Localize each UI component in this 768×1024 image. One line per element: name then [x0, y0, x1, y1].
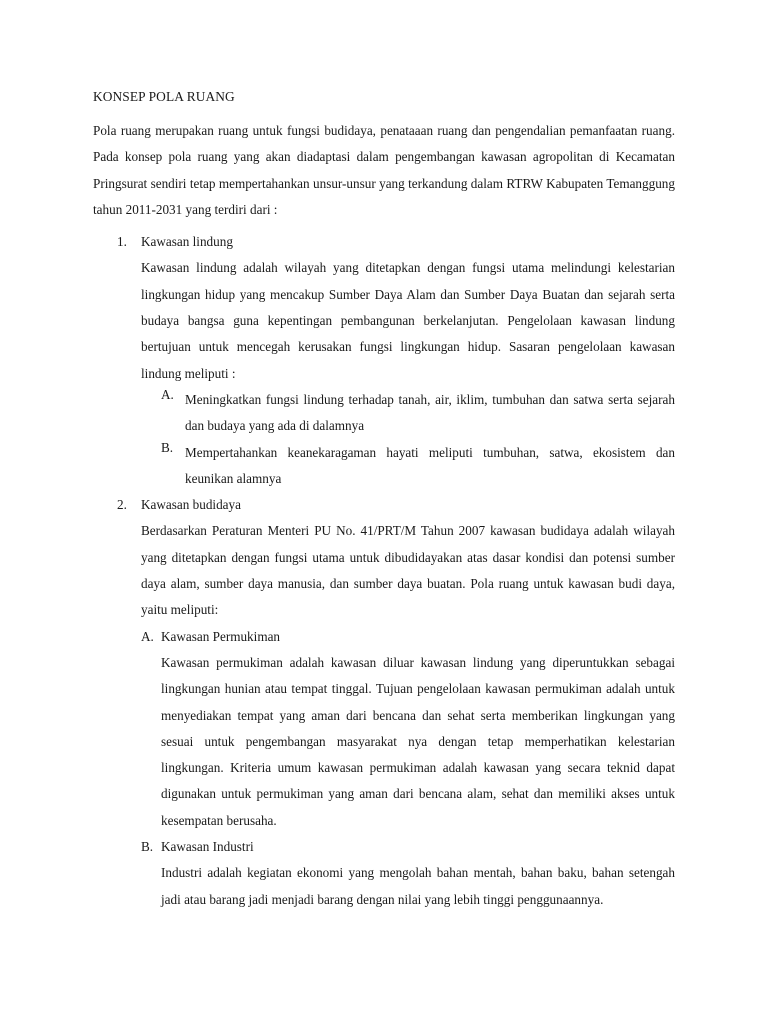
intro-paragraph: Pola ruang merupakan ruang untuk fungsi budidaya, penataaan ruang dan pengendalian pemanfaatan ruang. Pada konsep pola ruang yang akan diadaptasi dalam pengembangan kawasan agropolitan di Kecamatan Pringsurat sendiri tetap mempertahankan unsur-unsur yang terkandung dalam RTRW Kabupaten Temanggung tahun 2011-2031 yang terdiri dari :	[93, 123, 675, 217]
sub-letter: A.	[161, 386, 174, 402]
sub-item-body: Kawasan permukiman adalah kawasan diluar kawasan lindung yang diperuntukkan sebagai lingkungan hunian atau tempat tinggal. Tujuan pengelolaan kawasan permukiman adalah untuk menyediakan tempat yang aman dari bencana dan sehat serta memberikan lingkungan yang sesuai untuk pengembangan masyarakat nya dengan tetap memperhatikan kelestarian lingkungan. Kriteria umum kawasan permukiman adalah kawasan yang secara teknid dapat digunakan untuk permukiman yang aman dari bencana alam, sehat dan memiliki akses untuk kesempatan berusaha.	[161, 654, 675, 828]
sub-item-kawasan-permukiman	[141, 624, 675, 834]
sub-item-heading	[141, 834, 675, 860]
sub-item-heading	[141, 624, 675, 650]
list-item-body: Kawasan lindung adalah wilayah yang ditetapkan dengan fungsi utama melindungi kelestarian lingkungan hidup yang mencakup Sumber Daya Alam dan Sumber Daya Buatan dan sejarah serta budaya bangsa guna kepentingan pembangunan berkelanjutan. Pengelolaan kawasan lindung bertujuan untuk mencegah kerusakan fungsi lingkungan hidup. Sasaran pengelolaan kawasan lindung meliputi :	[141, 260, 675, 381]
list-item-kawasan-lindung	[93, 229, 675, 492]
sub-letter: B.	[161, 439, 174, 455]
sub-item-text: Mempertahankan keanekaragaman hayati meliputi tumbuhan, satwa, ekosistem dan keunikan alamnya	[185, 444, 675, 486]
document-page	[93, 84, 675, 913]
sub-heading-label: Kawasan Permukiman	[161, 628, 281, 644]
document-title: KONSEP POLA RUANG	[93, 89, 235, 104]
list-number: 1.	[117, 234, 127, 250]
sub-item-b	[141, 440, 675, 493]
list-item-heading	[93, 492, 675, 518]
list-item-kawasan-budidaya	[93, 492, 675, 623]
sub-item-body: Industri adalah kegiatan ekonomi yang mengolah bahan mentah, bahan baku, bahan setengah jadi atau barang jadi menjadi barang dengan nilai yang lebih tinggi penggunaannya.	[161, 865, 675, 907]
sub-heading-label: Kawasan Industri	[161, 839, 254, 855]
sub-letter: B.	[141, 839, 154, 855]
sub-letter: A.	[141, 628, 154, 644]
sub-item-text: Meningkatkan fungsi lindung terhadap tanah, air, iklim, tumbuhan dan satwa serta sejarah dan budaya yang ada di dalamnya	[185, 391, 675, 434]
sub-item-a	[141, 387, 675, 440]
list-item-body: Berdasarkan Peraturan Menteri PU No. 41/PRT/M Tahun 2007 kawasan budidaya adalah wilayah yang ditetapkan dengan fungsi utama untuk dibudidayakan atas dasar kondisi dan potensi sumber daya alam, sumber daya manusia, dan sumber daya buatan. Pola ruang untuk kawasan budi daya, yaitu meliputi:	[141, 523, 675, 618]
sub-item-kawasan-industri	[141, 834, 675, 913]
list-item-heading	[93, 229, 675, 255]
list-number: 2.	[117, 497, 127, 513]
list-heading-label: Kawasan lindung	[141, 234, 233, 250]
list-heading-label: Kawasan budidaya	[141, 497, 241, 513]
